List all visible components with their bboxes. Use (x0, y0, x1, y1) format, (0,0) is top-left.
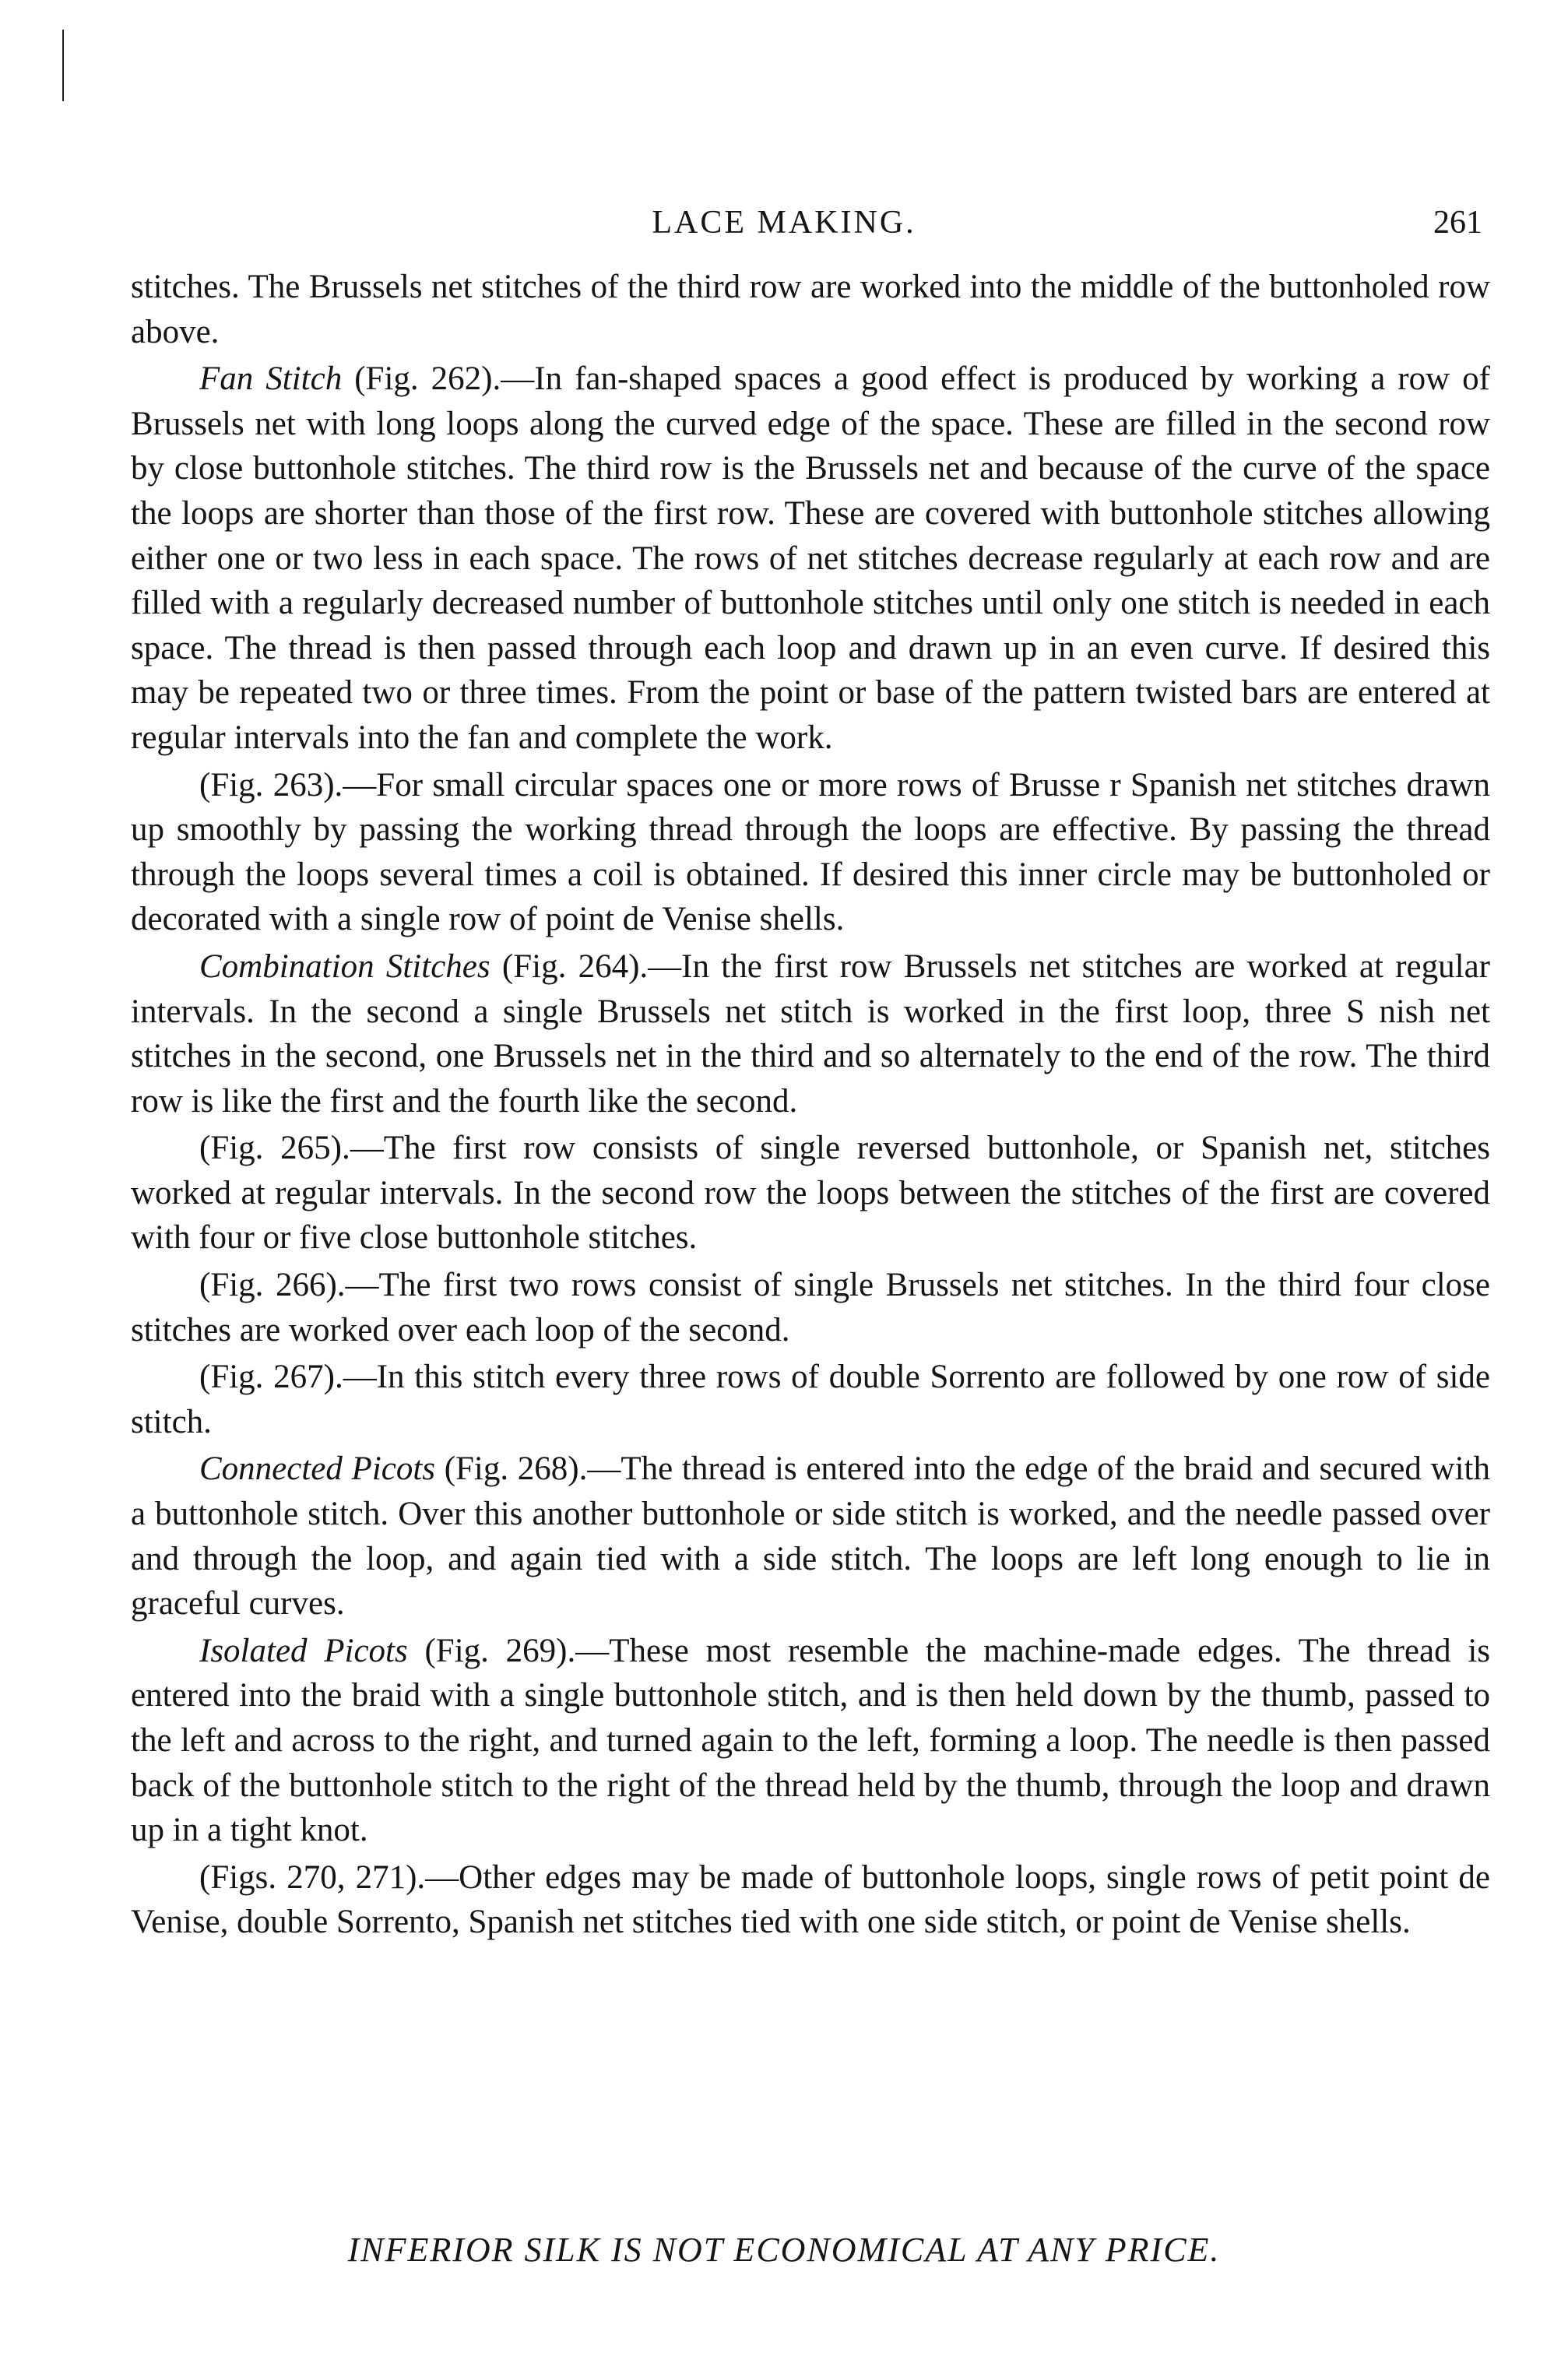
paragraph-fan-stitch (131, 357, 1490, 760)
paragraph-text: (Fig. 267).—In this stitch every three rows of double Sorrento are followed by one row of side stitch. (131, 1359, 1490, 1440)
paragraph-text: (Fig. 266).—The first two rows consist of single Brussels net stitches. In the third four close stitches are worked over each loop of the second. (131, 1267, 1490, 1348)
paragraph-text: (Fig. 263).—For small circular spaces one or more rows of Brusse r Spanish net stitches drawn up smoothly by passing the working thread through the loops are effective. By passing the thread through the loops several times a coil is obtained. If desired this inner circle may be buttonholed or decorated with a single row of point de Venise shells. (131, 766, 1490, 938)
paragraph-text: (Fig. 268).—The thread is entered into the edge of the braid and secured with a buttonhole stitch. Over this another buttonhole or side stitch is worked, and the needle passed over and through the loop, and again tied with a side stitch. The loops are left long enough to lie in graceful curves. (131, 1450, 1490, 1623)
paragraph-combination-stitches (131, 944, 1490, 1123)
paragraph-isolated-picots (131, 1629, 1490, 1853)
paragraph-text: stitches. The Brussels net stitches of the third row are worked into the middle of the buttonholed row above. (131, 269, 1490, 350)
paragraph-heading: Connected Picots (199, 1450, 436, 1488)
body-text (131, 265, 1490, 1947)
paragraph-text: (Fig. 265).—The first row consists of single reversed buttonhole, or Spanish net, stitches worked at regular intervals. In the second row the loops between the stitches of the first are covered with four or five close buttonhole stitches. (131, 1130, 1490, 1257)
paragraph-heading: Isolated Picots (199, 1632, 408, 1669)
paragraph-fig-263 (131, 763, 1490, 942)
paragraph-continuation (131, 265, 1490, 354)
page-number: 261 (1433, 205, 1482, 241)
paragraph-text: (Fig. 262).—In fan-shaped spaces a good effect is produced by working a row of Brussels net with long loops along the curved edge of the space. These are filled in the second row by close buttonhole stitches. The third row is the Brussels net and because of the curve of the space the loops are shorter than those of the first row. These are covered with buttonhole stitches allowing either one or two less in each space. The rows of net stitches decrease regularly at each row and are filled with a regularly decreased number of buttonhole stitches until only one stitch is needed in each space. The thread is then passed through each loop and drawn up in an even curve. If desired this may be repeated two or three times. From the point or base of the pattern twisted bars are entered at regular intervals into the fan and complete the work. (131, 360, 1490, 756)
paragraph-fig-267 (131, 1355, 1490, 1444)
paragraph-heading: Combination Stitches (199, 948, 490, 985)
page-header (0, 204, 1568, 251)
paragraph-heading: Fan Stitch (199, 360, 343, 398)
scan-edge-mark (62, 30, 64, 101)
paragraph-text: (Fig. 264).—In the first row Brussels net stitches are worked at regular intervals. In the second a single Brussels net stitch is worked in the first loop, three S nish net stitches in the second, one Brussels net in the third and so alternately to the end of the row. The third row is like the first and the fourth like the second. (131, 948, 1490, 1120)
running-title: LACE MAKING. (652, 205, 916, 241)
paragraph-fig-265 (131, 1126, 1490, 1261)
paragraph-figs-270-271 (131, 1855, 1490, 1945)
paragraph-text: (Figs. 270, 271).—Other edges may be made of buttonhole loops, single rows of petit point de Venise, double Sorrento, Spanish net stitches tied with one side stitch, or point de Venise shells. (131, 1858, 1490, 1941)
paragraph-fig-266 (131, 1263, 1490, 1352)
paragraph-connected-picots (131, 1447, 1490, 1626)
footer-motto: INFERIOR SILK IS NOT ECONOMICAL AT ANY PRICE. (347, 2231, 1221, 2269)
paragraph-text: (Fig. 269).—These most resemble the machine-made edges. The thread is entered into the braid with a single buttonhole stitch, and is then held down by the thumb, passed to the left and across to the right, and turned again to the left, forming a loop. The needle is then passed back of the buttonhole stitch to the right of the thread held by the thumb, through the loop and drawn up in a tight knot. (131, 1632, 1491, 1849)
